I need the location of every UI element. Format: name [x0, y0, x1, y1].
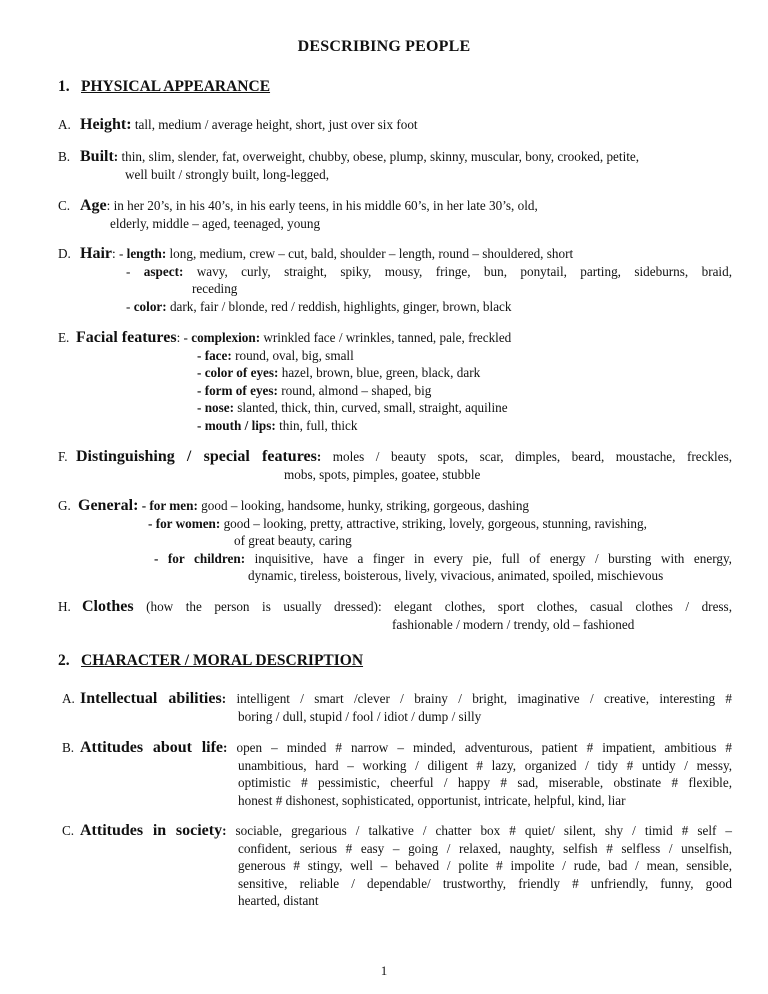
- sub-text-eye-color: hazel, brown, blue, green, black, dark: [278, 365, 481, 380]
- section-number: 2.: [58, 652, 70, 669]
- sub-text-children-2: dynamic, tireless, boisterous, lively, vivacious, animated, spoiled, mischievous: [248, 568, 664, 583]
- sub-label-aspect: aspect:: [143, 263, 184, 279]
- item-letter: C.: [62, 823, 75, 838]
- item-text: open – minded # narrow – minded, adventurous, patient # impatient, ambitious #: [227, 740, 732, 755]
- item-age: [58, 197, 732, 232]
- item-facial-features: [58, 329, 732, 434]
- item-letter: F.: [58, 449, 68, 464]
- sub-text-women-2: of great beauty, caring: [234, 533, 352, 548]
- item-label: Height:: [80, 116, 132, 133]
- sub-label-eye-form: - form of eyes:: [197, 382, 278, 398]
- sub-text-women: good – looking, pretty, attractive, striking, lovely, gorgeous, stunning, ravishing,: [220, 515, 647, 531]
- item-label: Intellectual abilities: [80, 690, 222, 707]
- item-text: sociable, gregarious / talkative / chatter box # quiet/ silent, shy / timid # self –: [226, 823, 732, 838]
- item-distinguishing-features: [58, 448, 732, 483]
- item-colon: :: [113, 149, 119, 164]
- item-text-line: fashionable / modern / trendy, old – fashioned: [392, 616, 635, 632]
- item-text-line: elderly, middle – aged, teenaged, young: [110, 215, 321, 231]
- item-label: Attitudes in society: [80, 822, 223, 839]
- sub-label-face: - face:: [197, 347, 232, 363]
- item-label: General:: [78, 497, 139, 514]
- item-general: [58, 497, 732, 585]
- sub-label-children: - for children:: [154, 550, 246, 566]
- item-text-line: confident, serious # easy – going / relaxed, naughty, selfish # selfless / unselfish,: [238, 840, 732, 856]
- sub-text-eye-form: round, almond – shaped, big: [277, 382, 432, 398]
- item-sep: : -: [112, 246, 127, 261]
- item-letter: E.: [58, 330, 70, 345]
- item-text: : in her 20’s, in his 40’s, in his early teens, in his middle 60’s, in her late 30’s, old,: [106, 198, 538, 213]
- item-colon: :: [222, 823, 227, 838]
- sub-label-mouth: - mouth / lips:: [197, 417, 276, 433]
- sub-text-aspect: wavy, curly, straight, spiky, mousy, fringe, bun, ponytail, parting, sideburns, braid,: [183, 263, 732, 279]
- item-text-line: generous # stingy, well – behaved / polite # impolite / rude, bad / mean, sensible,: [238, 858, 732, 873]
- item-colon: :: [223, 740, 228, 755]
- item-letter: C.: [58, 198, 71, 213]
- sub-label-women: - for women:: [148, 515, 221, 531]
- item-text-line: optimistic # pessimistic, cheerful / happy # sad, miserable, obstinate # flexible,: [238, 775, 732, 790]
- sub-text-men: good – looking, handsome, hunky, striking, gorgeous, dashing: [197, 498, 530, 513]
- item-sep: : -: [176, 330, 192, 345]
- item-text: (how the person is usually dressed): elegant clothes, sport clothes, casual clothes / dress,: [133, 599, 732, 614]
- sub-text-face: round, oval, big, small: [231, 347, 354, 363]
- item-clothes: [58, 598, 732, 633]
- item-letter: G.: [58, 498, 71, 513]
- sub-dash: -: [126, 263, 144, 279]
- section-number: 1.: [58, 78, 70, 95]
- sub-text-nose: slanted, thick, thin, curved, small, straight, aquiline: [234, 400, 508, 415]
- item-letter: B.: [62, 740, 75, 755]
- item-letter: A.: [62, 691, 75, 706]
- item-text-line: hearted, distant: [238, 893, 319, 908]
- section-title: PHYSICAL APPEARANCE: [81, 78, 271, 95]
- section-2-heading: [58, 652, 363, 670]
- item-letter: D.: [58, 246, 71, 261]
- item-letter: B.: [58, 149, 71, 164]
- item-label: Distinguishing / special features: [76, 448, 317, 465]
- item-attitudes-about-life: [62, 739, 732, 809]
- item-label: Attitudes about life: [80, 739, 224, 756]
- sub-label-nose: - nose:: [197, 400, 234, 415]
- item-text-line: mobs, spots, pimples, goatee, stubble: [284, 466, 481, 482]
- section-title: CHARACTER / MORAL DESCRIPTION: [81, 652, 364, 669]
- sub-label-eye-color: - color of eyes:: [197, 365, 279, 380]
- item-text-line: honest # dishonest, sophisticated, opportunist, intricate, helpful, kind, liar: [238, 792, 626, 808]
- sub-text-complexion: wrinkled face / wrinkles, tanned, pale, freckled: [260, 330, 512, 345]
- sub-text-color: dark, fair / blonde, red / reddish, highlights, ginger, brown, black: [166, 298, 512, 314]
- item-text: moles / beauty spots, scar, dimples, beard, moustache, freckles,: [321, 449, 732, 464]
- item-text-line: well built / strongly built, long-legged,: [125, 166, 330, 182]
- item-label: Clothes: [82, 598, 134, 615]
- sub-text-children: inquisitive, have a finger in every pie, full of energy / bursting with energy,: [245, 550, 732, 566]
- page-number: 1: [380, 963, 388, 978]
- item-text: tall, medium / average height, short, just over six foot: [131, 117, 418, 132]
- sub-dash: -: [126, 298, 134, 314]
- item-text: thin, slim, slender, fat, overweight, chubby, obese, plump, skinny, muscular, bony, crooked, petite,: [118, 149, 640, 164]
- item-text-line: boring / dull, stupid / fool / idiot / dump / silly: [238, 708, 482, 724]
- item-colon: :: [316, 449, 322, 464]
- sub-label-complexion: complexion:: [191, 330, 261, 345]
- sub-label-men: - for men:: [141, 498, 198, 513]
- sub-text-mouth: thin, full, thick: [275, 417, 358, 433]
- section-1-heading: [58, 78, 270, 96]
- sub-text-aspect-2: receding: [192, 281, 238, 296]
- item-label: Facial features: [76, 329, 177, 346]
- item-height: [58, 116, 732, 134]
- item-text-line: sensitive, reliable / dependable/ trustworthy, friendly # unfriendly, funny, good: [238, 875, 732, 891]
- item-attitudes-in-society: [62, 822, 732, 910]
- item-label: Hair: [80, 245, 112, 262]
- item-built: [58, 148, 732, 183]
- item-intellectual-abilities: [62, 690, 732, 725]
- sub-label-length: length:: [126, 246, 167, 261]
- item-label: Age: [80, 197, 107, 214]
- sub-label-color: color:: [133, 298, 167, 314]
- sub-text-length: long, medium, crew – cut, bald, shoulder – length, round – shouldered, short: [166, 246, 574, 261]
- item-letter: H.: [58, 599, 71, 614]
- item-letter: A.: [58, 117, 71, 132]
- item-colon: :: [221, 691, 227, 706]
- page-title: DESCRIBING PEOPLE: [297, 38, 471, 55]
- item-hair: [58, 245, 732, 315]
- item-label: Built: [80, 148, 114, 165]
- item-text: intelligent / smart /clever / brainy / bright, imaginative / creative, interesting #: [226, 691, 733, 706]
- item-text-line: unambitious, hard – working / diligent # lazy, organized / tidy # untidy / messy,: [238, 757, 732, 773]
